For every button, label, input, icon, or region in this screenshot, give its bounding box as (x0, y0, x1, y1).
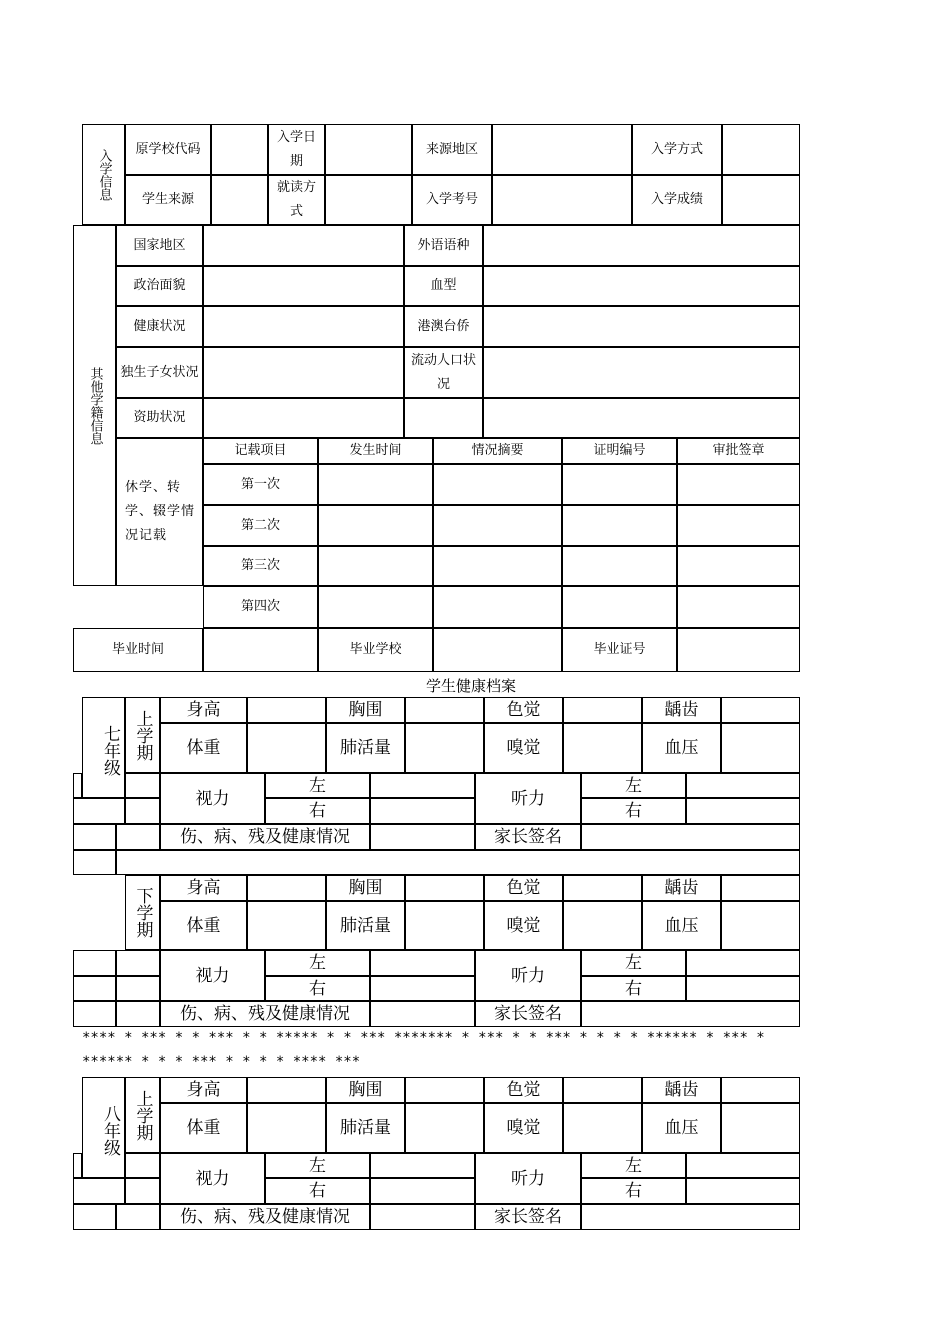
height-field[interactable] (247, 1077, 326, 1103)
caries-label: 龋齿 (642, 1077, 721, 1103)
grad-school-field[interactable] (433, 628, 562, 672)
record-cell[interactable] (562, 586, 677, 628)
country-label: 国家地区 (116, 225, 203, 266)
vision-label: 视力 (160, 773, 265, 824)
student-source-field[interactable] (211, 175, 268, 225)
chest-field[interactable] (405, 697, 484, 723)
term-down-label: 下学期 (125, 875, 160, 950)
grad-school-label: 毕业学校 (318, 628, 433, 672)
lung-field[interactable] (405, 723, 484, 773)
hearing-right-label: 右 (581, 1178, 686, 1204)
record-cell[interactable] (433, 546, 562, 586)
weight-field[interactable] (247, 1103, 326, 1153)
color-vision-field[interactable] (563, 875, 642, 901)
hearing-right-field[interactable] (686, 976, 800, 1001)
vision-right-label: 右 (265, 1178, 370, 1204)
study-mode-field[interactable] (325, 175, 412, 225)
grade7-label: 七年级 (82, 697, 125, 798)
health-status-label: 健康状况 (116, 306, 203, 347)
hearing-left-label: 左 (581, 1153, 686, 1178)
blank-cell (116, 850, 800, 875)
record-row-3: 第三次 (203, 546, 318, 586)
record-header-sign: 审批签章 (677, 438, 800, 464)
record-header-summary: 情况摘要 (433, 438, 562, 464)
grad-cert-field[interactable] (677, 628, 800, 672)
record-cell[interactable] (562, 464, 677, 505)
blank-cell (73, 1204, 116, 1230)
blank-cell (116, 1001, 160, 1027)
vision-left-field[interactable] (370, 773, 475, 798)
blank-cell (125, 773, 160, 798)
blank-cell (116, 950, 160, 976)
floating-field[interactable] (483, 347, 800, 398)
bp-field[interactable] (721, 1103, 800, 1153)
vision-left-field[interactable] (370, 1153, 475, 1178)
record-cell[interactable] (433, 586, 562, 628)
bp-field[interactable] (721, 723, 800, 773)
caries-field[interactable] (721, 875, 800, 901)
smell-label: 嗅觉 (484, 1103, 563, 1153)
aid-extra-field[interactable] (404, 398, 483, 438)
bp-field[interactable] (721, 901, 800, 950)
foreign-lang-field[interactable] (483, 225, 800, 266)
smell-field[interactable] (563, 1103, 642, 1153)
weight-label: 体重 (160, 723, 247, 773)
record-cell[interactable] (318, 546, 433, 586)
record-cell[interactable] (433, 505, 562, 546)
vision-right-field[interactable] (370, 798, 475, 824)
blank-cell (73, 773, 82, 798)
enroll-date-label: 入学日期 (268, 124, 325, 175)
record-header-item: 记载项目 (203, 438, 318, 464)
hearing-right-label: 右 (581, 798, 686, 824)
injury-field[interactable] (370, 1204, 475, 1230)
hearing-left-label: 左 (581, 950, 686, 976)
bp-label: 血压 (642, 901, 721, 950)
caries-label: 龋齿 (642, 875, 721, 901)
aid-field[interactable] (203, 398, 404, 438)
height-label: 身高 (160, 697, 247, 723)
floating-label: 流动人口状况 (404, 347, 483, 398)
political-field[interactable] (203, 266, 404, 306)
injury-field[interactable] (370, 1001, 475, 1027)
hearing-label: 听力 (475, 950, 581, 1001)
vision-right-label: 右 (265, 976, 370, 1001)
blank-cell (73, 850, 116, 875)
record-cell[interactable] (562, 505, 677, 546)
enroll-score-field[interactable] (722, 175, 800, 225)
blank-cell (73, 824, 116, 850)
chest-label: 胸围 (326, 1077, 405, 1103)
grad-cert-label: 毕业证号 (562, 628, 677, 672)
blank-cell (125, 1153, 160, 1178)
enroll-method-label: 入学方式 (632, 124, 722, 175)
vision-label: 视力 (160, 950, 265, 1001)
record-header-cert: 证明编号 (562, 438, 677, 464)
school-code-field[interactable] (211, 124, 268, 175)
height-label: 身高 (160, 875, 247, 901)
chest-label: 胸围 (326, 697, 405, 723)
color-vision-label: 色觉 (484, 697, 563, 723)
lung-field[interactable] (405, 1103, 484, 1153)
parent-sign-label: 家长签名 (475, 1001, 581, 1027)
weight-label: 体重 (160, 901, 247, 950)
smell-label: 嗅觉 (484, 901, 563, 950)
record-cell[interactable] (677, 505, 800, 546)
health-status-field[interactable] (203, 306, 404, 347)
record-cell[interactable] (677, 586, 800, 628)
admission-group-label: 入学信息 (82, 124, 125, 225)
only-child-field[interactable] (203, 347, 404, 398)
chest-label: 胸围 (326, 875, 405, 901)
hearing-left-field[interactable] (686, 1153, 800, 1178)
vision-left-label: 左 (265, 1153, 370, 1178)
bp-label: 血压 (642, 1103, 721, 1153)
blank-cell (116, 824, 160, 850)
weight-label: 体重 (160, 1103, 247, 1153)
country-field[interactable] (203, 225, 404, 266)
enroll-method-field[interactable] (722, 124, 800, 175)
blank-cell (73, 950, 116, 976)
record-cell[interactable] (677, 546, 800, 586)
caries-field[interactable] (721, 1077, 800, 1103)
parent-sign-field[interactable] (581, 1204, 800, 1230)
hearing-right-field[interactable] (686, 1178, 800, 1204)
blank-cell (116, 976, 160, 1001)
lung-label: 肺活量 (326, 901, 405, 950)
smell-label: 嗅觉 (484, 723, 563, 773)
color-vision-label: 色觉 (484, 875, 563, 901)
parent-sign-field[interactable] (581, 824, 800, 850)
foreign-lang-label: 外语语种 (404, 225, 483, 266)
hearing-left-field[interactable] (686, 950, 800, 976)
blank-cell (73, 1178, 125, 1204)
enroll-date-field[interactable] (325, 124, 412, 175)
blank-cell (73, 798, 125, 824)
record-row-2: 第二次 (203, 505, 318, 546)
student-source-label: 学生来源 (125, 175, 211, 225)
separator-line-1: **** * *** * * *** * * ***** * * *** ******* * *** * * *** * * * * ****** * *** * (82, 1030, 765, 1046)
lung-label: 肺活量 (326, 1103, 405, 1153)
injury-label: 伤、病、残及健康情况 (160, 824, 370, 850)
source-region-field[interactable] (492, 124, 632, 175)
other-group-label: 其他学籍信息 (73, 225, 116, 586)
exam-no-field[interactable] (492, 175, 632, 225)
injury-label: 伤、病、残及健康情况 (160, 1204, 370, 1230)
grad-time-field[interactable] (203, 628, 318, 672)
blank-cell (73, 976, 116, 1001)
blood-label: 血型 (404, 266, 483, 306)
aid-extra-field-2[interactable] (483, 398, 800, 438)
vision-left-field[interactable] (370, 950, 475, 976)
height-field[interactable] (247, 875, 326, 901)
health-title: 学生健康档案 (426, 677, 517, 695)
source-region-label: 来源地区 (412, 124, 492, 175)
hearing-right-field[interactable] (686, 798, 800, 824)
parent-sign-label: 家长签名 (475, 1204, 581, 1230)
lung-label: 肺活量 (326, 723, 405, 773)
blood-field[interactable] (483, 266, 800, 306)
enroll-score-label: 入学成绩 (632, 175, 722, 225)
injury-label: 伤、病、残及健康情况 (160, 1001, 370, 1027)
blank-cell (125, 1178, 160, 1204)
hearing-left-label: 左 (581, 773, 686, 798)
height-field[interactable] (247, 697, 326, 723)
blank-cell (116, 1204, 160, 1230)
term-up-label: 上学期 (125, 697, 160, 773)
record-row-1: 第一次 (203, 464, 318, 505)
vision-left-label: 左 (265, 950, 370, 976)
color-vision-label: 色觉 (484, 1077, 563, 1103)
hearing-right-label: 右 (581, 976, 686, 1001)
weight-field[interactable] (247, 723, 326, 773)
term-up-label: 上学期 (125, 1077, 160, 1153)
vision-right-field[interactable] (370, 1178, 475, 1204)
bp-label: 血压 (642, 723, 721, 773)
lung-field[interactable] (405, 901, 484, 950)
record-cell[interactable] (433, 464, 562, 505)
suspension-label: 休学、转学、辍学情况记载 (116, 438, 203, 586)
record-cell[interactable] (318, 464, 433, 505)
record-row-4: 第四次 (203, 586, 318, 628)
vision-right-label: 右 (265, 798, 370, 824)
color-vision-field[interactable] (563, 1077, 642, 1103)
chest-field[interactable] (405, 1077, 484, 1103)
blank-cell (73, 1001, 116, 1027)
record-cell[interactable] (562, 546, 677, 586)
school-code-label: 原学校代码 (125, 124, 211, 175)
hk-macao-label: 港澳台侨 (404, 306, 483, 347)
vision-left-label: 左 (265, 773, 370, 798)
separator-line-2: ****** * * * *** * * * * **** *** (82, 1054, 361, 1070)
hearing-left-field[interactable] (686, 773, 800, 798)
vision-label: 视力 (160, 1153, 265, 1204)
record-cell[interactable] (318, 586, 433, 628)
exam-no-label: 入学考号 (412, 175, 492, 225)
hk-macao-field[interactable] (483, 306, 800, 347)
record-header-time: 发生时间 (318, 438, 433, 464)
caries-label: 龋齿 (642, 697, 721, 723)
vision-right-field[interactable] (370, 976, 475, 1001)
blank-cell (73, 1153, 82, 1178)
chest-field[interactable] (405, 875, 484, 901)
grad-time-label: 毕业时间 (73, 628, 203, 672)
smell-field[interactable] (563, 723, 642, 773)
weight-field[interactable] (247, 901, 326, 950)
injury-field[interactable] (370, 824, 475, 850)
hearing-label: 听力 (475, 1153, 581, 1204)
color-vision-field[interactable] (563, 697, 642, 723)
record-cell[interactable] (677, 464, 800, 505)
hearing-label: 听力 (475, 773, 581, 824)
grade8-label: 八年级 (82, 1077, 125, 1178)
smell-field[interactable] (563, 901, 642, 950)
blank-cell (125, 798, 160, 824)
parent-sign-label: 家长签名 (475, 824, 581, 850)
parent-sign-field[interactable] (581, 1001, 800, 1027)
only-child-label: 独生子女状况 (116, 347, 203, 398)
political-label: 政治面貌 (116, 266, 203, 306)
height-label: 身高 (160, 1077, 247, 1103)
aid-label: 资助状况 (116, 398, 203, 438)
study-mode-label: 就读方式 (268, 175, 325, 225)
record-cell[interactable] (318, 505, 433, 546)
caries-field[interactable] (721, 697, 800, 723)
